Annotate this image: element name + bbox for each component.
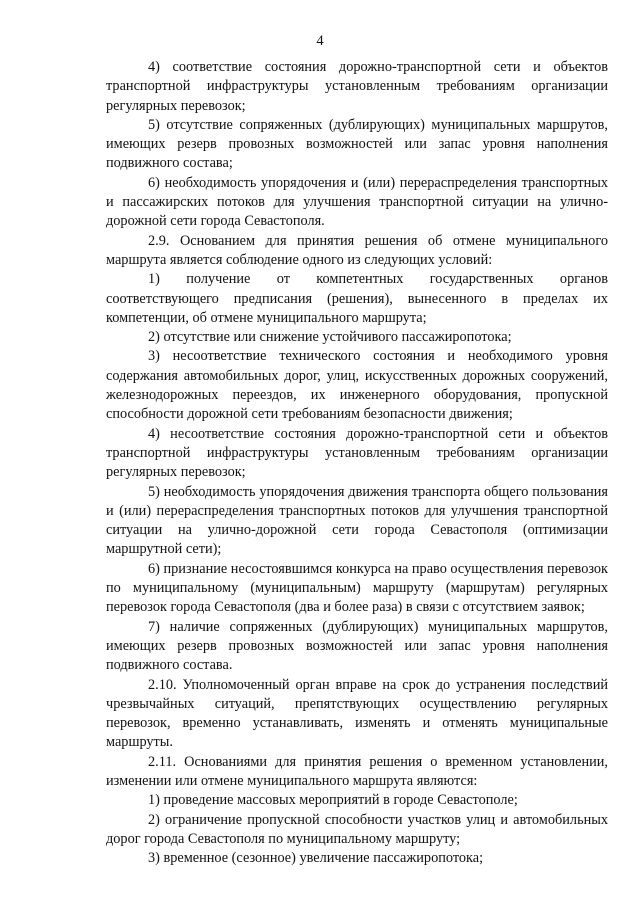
paragraph-section-2-10: 2.10. Уполномоченный орган вправе на срок до устранения последствий чрезвычайных ситуаций, препятствующих осуществлению регулярных перевозок, временно устанавливать, изменять и отменять муниципальные маршруты. — [106, 676, 608, 751]
paragraph-section-2-11: 2.11. Основаниями для принятия решения о временном установлении, изменении или отмене муниципального маршрута являются: — [106, 753, 608, 789]
paragraph-item-6-flow-ordering: 6) необходимость упорядочения и (или) перераспределения транспортных и пассажирских потоков для улучшения транспортной ситуации на улично-дорожной сети города Севастополя. — [106, 174, 608, 230]
paragraph-section-2-9: 2.9. Основанием для принятия решения об отмене муниципального маршрута является соблюдение одного из следующих условий: — [106, 232, 608, 268]
document-body — [106, 58, 608, 868]
page-number: 4 — [316, 33, 324, 49]
paragraph-item-4-infrastructure: 4) соответствие состояния дорожно-транспортной сети и объектов транспортной инфраструктуры установленным требованиям организации регулярных перевозок; — [106, 59, 608, 114]
paragraph-item-1-mass-events: 1) проведение массовых мероприятий в городе Севастополе; — [148, 792, 518, 809]
paragraph-item-4-infrastructure-mismatch: 4) несоответствие состояния дорожно-транспортной сети и объектов транспортной инфраструктуры установленным требованиям организации регулярных перевозок; — [106, 425, 608, 481]
paragraph-item-5-route-optimization: 5) необходимость упорядочения движения транспорта общего пользования и (или) перераспределения транспортных потоков для улучшения транспортной ситуации на улично-дорожной сети города Севастополя (оптимизации маршрутной сети); — [106, 483, 608, 558]
paragraph-item-3-seasonal-increase: 3) временное (сезонное) увеличение пассажиропотока; — [148, 850, 484, 867]
paragraph-item-5-no-duplicates: 5) отсутствие сопряженных (дублирующих) муниципальных маршрутов, имеющих резерв провозных возможностей или запас уровня наполнения подвижного состава; — [106, 116, 608, 172]
paragraph-item-2-passenger-flow: 2) отсутствие или снижение устойчивого пассажиропотока; — [148, 329, 512, 346]
paragraph-item-2-capacity-limit: 2) ограничение пропускной способности участков улиц и автомобильных дорог города Севастополя по муниципальному маршруту; — [106, 811, 608, 847]
paragraph-item-1-prescription: 1) получение от компетентных государственных органов соответствующего предписания (решения), вынесенного в пределах их компетенции, об отмене муниципального маршрута; — [106, 271, 608, 326]
paragraph-item-3-road-condition: 3) несоответствие технического состояния и необходимого уровня содержания автомобильных дорог, улиц, искусственных дорожных сооружений, железнодорожных переездов, их инженерного оборудования, пропускной способности дорожной сети требованиям безопасности движения; — [106, 348, 608, 423]
paragraph-item-7-duplicate-routes: 7) наличие сопряженных (дублирующих) муниципальных маршрутов, имеющих резерв провозных возможностей или запас уровня наполнения подвижного состава. — [106, 618, 608, 674]
paragraph-item-6-failed-tender: 6) признание несостоявшимся конкурса на право осуществления перевозок по муниципальному (муниципальным) маршруту (маршрутам) регулярных перевозок города Севастополя (два и более раза) в связи с отсутствием заявок; — [106, 560, 608, 616]
